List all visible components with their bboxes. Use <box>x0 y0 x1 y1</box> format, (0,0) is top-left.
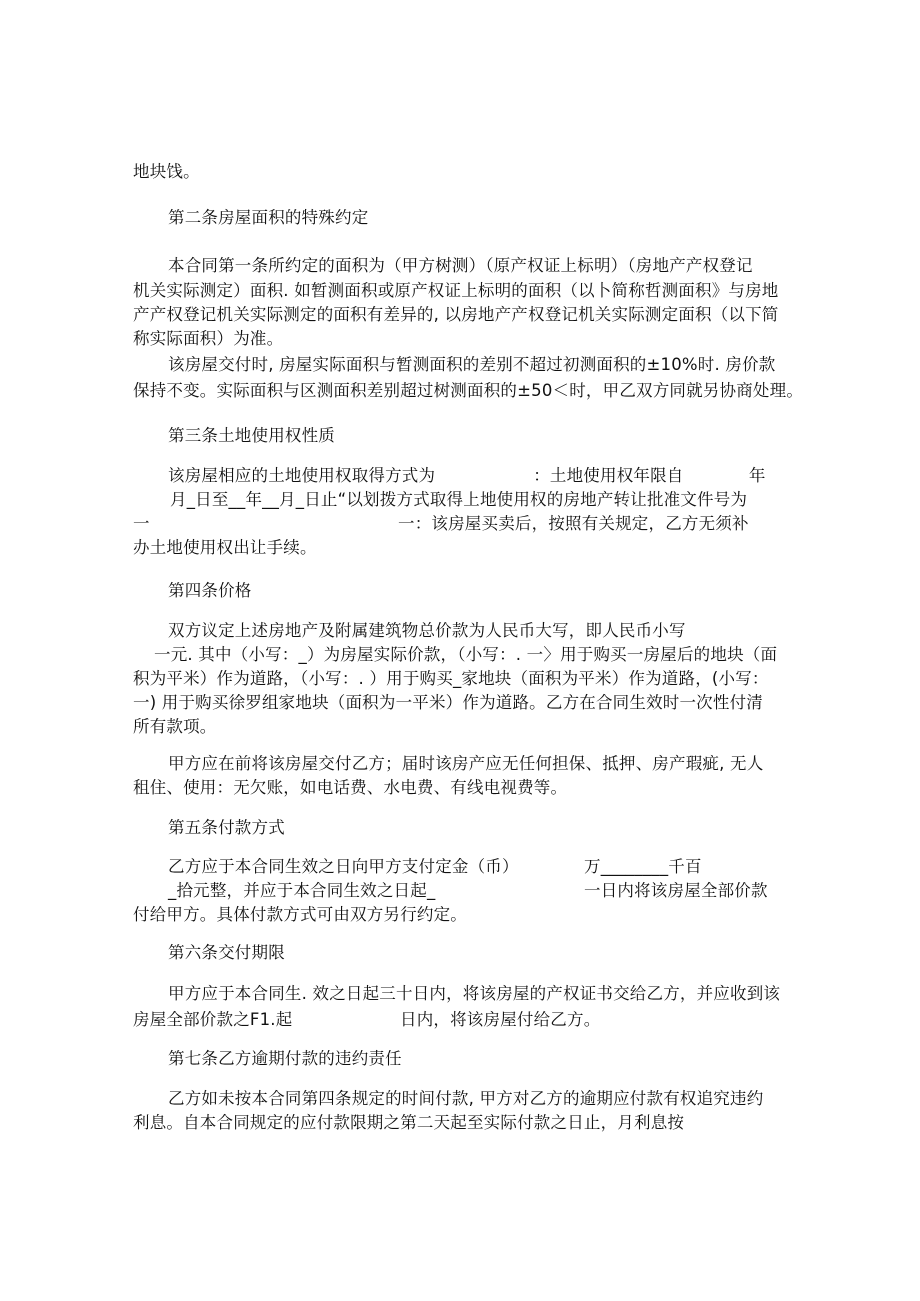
text-line: 保持不变。实际面积与区测面积差别超过树测面积的±50＜时，甲乙双方同就另协商处理。 <box>133 381 804 400</box>
text-line: 称实际面积）为准。 <box>133 329 284 348</box>
text-line: 甲方应在前将该房屋交付乙方；届时该房产应无任何担保、抵押、房产瑕疵, 无人 <box>168 754 764 773</box>
text-line: 该房屋交付时, 房屋实际面积与暂测面积的差别不超过初测面积的±10%时. 房价款 <box>168 355 776 374</box>
text-line: 该房屋相应的土地使用权取得方式为 ：土地使用权年限自 年 <box>168 466 766 485</box>
text-line: 日内，将该房屋付给乙方。 <box>400 1010 601 1029</box>
text-line: 所有款项。 <box>133 717 217 736</box>
section-heading: 第六条交付期限 <box>168 943 285 962</box>
text-line: 甲方应于本合同生. 效之日起三十日内，将该房屋的产权证书交给乙方，并应收到该 <box>168 984 781 1003</box>
text-line: 地块饯。 <box>133 162 200 181</box>
text-line: 办土地使用权出让手续。 <box>133 538 317 557</box>
text-line: 本合同第一条所约定的面积为（甲方树测）（原产权证上标明）（房地产产权登记 <box>168 256 753 275</box>
text-line: 租住、使用：无欠账，如电话费、水电费、有线电视费等。 <box>133 778 568 797</box>
text-line: 产产权登记机关实际测定的面积有差异的, 以房地产产权登记机关实际测定面积（以下简 <box>133 305 779 324</box>
section-heading: 第五条付款方式 <box>168 818 285 837</box>
text-line: 积为平米）作为道路，（小写：. ）用于购买_家地块（面积为平米）作为道路，(小写： <box>133 669 769 688</box>
text-line: 万________千百 <box>584 857 702 876</box>
text-line: 月_日至__年__月_日止“以划拨方式取得上地使用权的房地产转让批准文件号为 <box>170 490 748 509</box>
text-line: 房屋全部价款之F1.起 <box>133 1010 293 1029</box>
text-line: 机关实际测定）面积. 如暂测面积或原产权证上标明的面积（以卜简称哲测面积》与房地 <box>133 281 779 300</box>
section-heading: 第二条房屋面积的特殊约定 <box>168 208 369 227</box>
text-line: 一元. 其中（小写：_）为房屋实际价款，（小写：. 一〉用于购买一房屋后的地块（面 <box>154 645 778 664</box>
text-line: 利息。自本合同规定的应付款限期之第二天起至实际付款之日止，月利息按 <box>133 1113 685 1132</box>
text-line: 乙方应于本合同生效之日向甲方支付定金（币） <box>168 857 519 876</box>
text-line: 一 <box>133 514 150 533</box>
text-line: 一：该房屋买卖后，按照有关规定，乙方无须补 <box>398 514 749 533</box>
text-line: _拾元整，并应于本合同生效之日起_ <box>168 881 436 900</box>
section-heading: 第三条土地使用权性质 <box>168 426 335 445</box>
section-heading: 第七条乙方逾期付款的违约责任 <box>168 1049 402 1068</box>
text-line: 付给甲方。具体付款方式可由双方另行约定。 <box>133 905 467 924</box>
section-heading: 第四条价格 <box>168 581 252 600</box>
text-line: 双方议定上述房地产及附属建筑物总价款为人民币大写，即人民币小写 <box>168 621 686 640</box>
text-line: 一日内将该房屋全部价款 <box>584 881 768 900</box>
text-line: 一) 用于购买徐罗组家地块（面积为一平米）作为道路。乙方在合同生效时一次性付清 <box>133 693 763 712</box>
text-line: 乙方如未按本合同第四条规定的时间付款, 甲方对乙方的逾期应付款有权追究违约 <box>168 1089 764 1108</box>
